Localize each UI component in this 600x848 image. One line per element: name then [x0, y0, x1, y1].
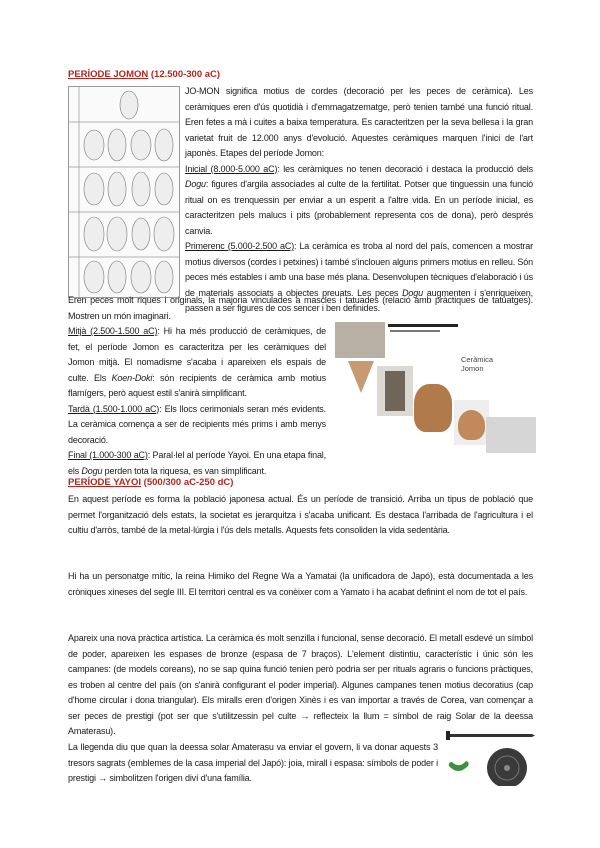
paragraph [68, 492, 533, 539]
paragraph-text: perden tota la riquesa, es van simplificant. [102, 465, 267, 476]
paragraph-text: augmenten i s'enriqueixen, passen a ser figures de cos sencer i ben definides. [185, 287, 533, 313]
jomon-title: PERÍODE JOMON [68, 69, 149, 80]
yayoi-p3 [68, 631, 533, 740]
stage-label: Mitjà (2.500-1.500 aC) [68, 326, 158, 336]
paragraph-text: Eren peces molt riques i originals, la majoria vinculades a mascles i tatuades (relació amb pràctiques de tatuatges). Mostren un món imaginari. [68, 295, 533, 321]
sword-icon [450, 734, 535, 737]
paragraph [185, 162, 533, 240]
jade-jewel-icon [449, 761, 469, 771]
jomon-heading [68, 69, 220, 80]
ceramics-image-title: Ceràmica Jomon [461, 355, 494, 373]
dogu-figurines-image [68, 86, 180, 298]
paragraph-text: : Els llocs cerimonials seran més evidents. La ceràmica comença a ser de recipients més prims i amb menys decoració. [68, 403, 326, 445]
paragraph-text: Hi ha un personatge mític, la reina Himiko del Regne Wa a Yamatai (la unificadora de Japó), està documentada a les cròniques xineses del segle III. El territori central es va conèixer com a Yamato i ha acabat definint el nom de tot el país. [68, 571, 533, 597]
treasures-drawing [444, 726, 536, 786]
paragraph [68, 448, 326, 479]
paragraph [68, 324, 326, 402]
yayoi-heading [68, 477, 233, 488]
paragraph [185, 84, 533, 162]
stage-label: Inicial (8.000-5.000 aC) [185, 163, 278, 174]
caption-line [390, 330, 440, 332]
pot-photo [348, 361, 374, 393]
paragraph-text: Apareix una nova pràctica artística. La ceràmica és molt senzilla i funcional, sense decoració. El metall esdevé un símbol de poder, apareixen les espases de bronze (espasa de 7 braços). L'element distintiu, característic i únic són les campanes: (de models coreans), no se sap quina funció tenien però podria ser per rituals agraris o funcions pràctiques, es troben al centre del país (on s'anirà configurant el poder imperial). Algunes campanes tenen motius decoratius (cap d'home circular i dona triangular). Els miralls eren d'origen Xinès i es van importar a través de Corea, van començar a ser peces de prestigi (pot ser que s'utilitzessin pel culte → reflecteix la llum = símbol de raig Solar de la deessa Amaterasu). [68, 633, 533, 736]
italic-term: Dogu [402, 287, 423, 298]
paragraph-text: JO-MON significa motius de cordes (decoració per les peces de ceràmica). Les ceràmiques eren d'ús quotidià i d'emmagatzematge, però tenien també una funció ritual. Eren fetes a mà i cuites a baixa temperatura. Es caracteritzen per la seva bellesa i la gran varietat fruit de 12.000 anys d'evolució. Aquestes ceràmiques marquen l'inici de l'art japonès. Etapes del període Jomon: [185, 86, 533, 158]
shards-photo [335, 322, 385, 358]
yayoi-dates: (500/300 aC-250 dC) [141, 477, 234, 488]
pot-photo [454, 400, 489, 445]
paragraph-text: : Hi ha més producció de ceràmiques, de fet, el període Jomon es caracteritza per les ceràmiques del Jomon mitjà. El nomadisme s'acaba i apareixen els espais de culte. Els [68, 326, 326, 383]
pot-photo [377, 366, 413, 416]
yayoi-title: PERÍODE YAYOI [68, 477, 142, 488]
yayoi-p4 [68, 740, 438, 787]
sacred-treasures-image [444, 726, 536, 786]
sword-hilt [446, 731, 450, 740]
paragraph-text: : són recipients de ceràmica amb motius flamígers, però aquest estil s'anirà simplificant. [68, 372, 327, 398]
stage-label: Primerenc (5.000-2.500 aC) [185, 241, 295, 251]
paragraph [68, 569, 533, 600]
paragraph-text: : les ceràmiques no tenen decoració i destaca la producció dels [277, 163, 533, 174]
stage-label: Final (1.000-300 aC) [68, 450, 148, 460]
stage-label: Tardà (1.500-1.000 aC) [68, 403, 160, 414]
jomon-stages-text [68, 324, 326, 479]
italic-term: Dogu [185, 179, 206, 189]
italic-term: Koen-Doki [111, 372, 153, 383]
yayoi-p2 [68, 569, 533, 600]
paragraph-text: : figures d'argila associades al culte de la fertilitat. Potser que tinguessin una funció ritual on es trenquessin per enviar a un esperit a l'altre vida. En un període inicial, es caracteritzen pels malucs i pits (probablement representa cos de dona), però després canvia. [185, 179, 533, 236]
jomon-ceramics-image [334, 318, 539, 468]
paragraph [68, 631, 533, 740]
paragraph [68, 740, 438, 787]
paragraph-text: La llegenda diu que quan la deessa solar Amaterasu va enviar el govern, li va donar aquests 3 tresors sagrats (emblemes de la casa imperial del Japó): joia, mirall i espasa: símbols de poder i prestigi → simbolitzen l'origen diví d'una família. [68, 742, 438, 783]
jomon-dates: (12.500-300 aC) [148, 69, 221, 80]
paragraph-text: : Paral·lel al període Yayoi. En una etapa final, els [68, 450, 326, 476]
paragraph-text: En aquest període es forma la població japonesa actual. És un període de transició. Arriba un tipus de població que permet l'organització dels estats, la societat es jerarquitza i s'acaba unificant. Es destaca l'arribada de l'agricultura i el cultiu d'arròs, també de la metal·lúrgia i l'ús dels metalls. Aquests fets consoliden la vida sedentària. [68, 494, 533, 535]
caption-line [388, 324, 458, 327]
flame-pot-photo [414, 384, 452, 432]
pots-photo [486, 417, 536, 453]
dogu-figurines-drawing [69, 87, 179, 297]
yayoi-p1 [68, 492, 533, 539]
paragraph [68, 402, 326, 449]
italic-term: Dogu [81, 465, 103, 476]
jomon-intro-column [185, 84, 533, 317]
paragraph-text: : La ceràmica es troba al nord del país, comencen a mostrar motius diversos (cordes i petxines) i també s'inclouen alguns primers motius en relleu. Són peces més estables i amb una base més plana. Desenvolupen tècniques d'elaboració i ús de materials associats a objectes preuats. Les peces [185, 241, 533, 298]
